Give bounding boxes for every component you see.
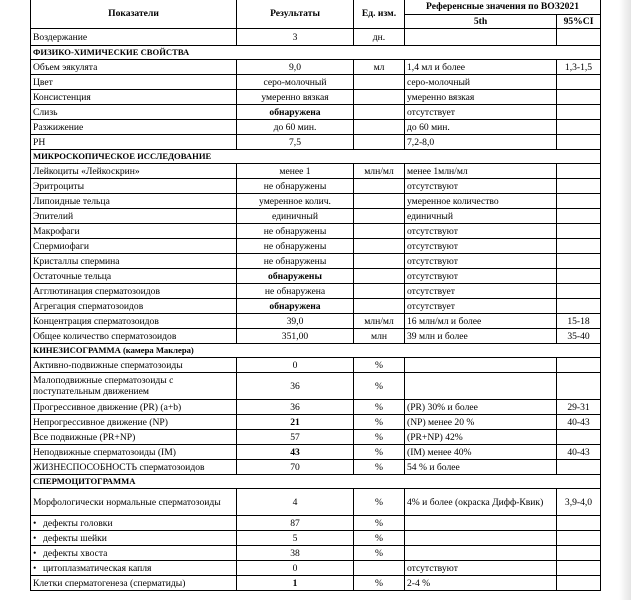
- unit-cell: %: [354, 489, 405, 516]
- result-cell: не обнаружены: [237, 224, 354, 239]
- result-cell: обнаружена: [237, 299, 354, 314]
- table-row: [31, 209, 601, 224]
- header-unit: Ед. изм.: [354, 0, 405, 29]
- unit-cell: %: [354, 373, 405, 400]
- indicator-cell: ЖИЗНЕСПОСОБНОСТЬ сперматозоидов: [31, 460, 237, 475]
- unit-cell: млн: [354, 329, 405, 344]
- ci-cell: [557, 546, 601, 561]
- indicator-cell: [31, 516, 237, 531]
- result-cell: серо-молочный: [237, 75, 354, 90]
- reference-cell: отсутствуют: [405, 254, 557, 269]
- indicator-cell: Непрогрессивное движение (NP): [31, 415, 237, 430]
- indicator-cell: Эпителий: [31, 209, 237, 224]
- header-ci: 95%CI: [557, 15, 601, 29]
- table-row: [31, 29, 601, 46]
- ci-cell: [557, 430, 601, 445]
- result-cell: 0: [237, 358, 354, 373]
- table-row: [31, 75, 601, 90]
- result-cell: 351,00: [237, 329, 354, 344]
- section-row: [31, 46, 601, 60]
- ci-cell: [557, 269, 601, 284]
- result-cell: менее 1: [237, 164, 354, 179]
- table-row: [31, 284, 601, 299]
- unit-cell: %: [354, 460, 405, 475]
- reference-cell: [405, 358, 557, 373]
- table-row: [31, 239, 601, 254]
- reference-cell: отсутствуют: [405, 179, 557, 194]
- unit-cell: [354, 254, 405, 269]
- result-cell: 4: [237, 489, 354, 516]
- table-row: [31, 60, 601, 75]
- ci-cell: 40-43: [557, 415, 601, 430]
- indicator-cell: Эритроциты: [31, 179, 237, 194]
- section-title: СПЕРМОЦИТОГРАММА: [31, 475, 601, 489]
- indicator-cell: Консистенция: [31, 90, 237, 105]
- indicator-cell: Спермиофаги: [31, 239, 237, 254]
- bullet-icon: •: [33, 547, 37, 559]
- ci-cell: [557, 194, 601, 209]
- indicator-cell: Прогрессивное движение (PR) (a+b): [31, 400, 237, 415]
- indicator-cell: Макрофаги: [31, 224, 237, 239]
- ci-cell: [557, 299, 601, 314]
- reference-cell: 1,4 мл и более: [405, 60, 557, 75]
- table-row: [31, 254, 601, 269]
- indicator-cell: Агглютинация сперматозоидов: [31, 284, 237, 299]
- section-row: [31, 475, 601, 489]
- result-cell: обнаружена: [237, 105, 354, 120]
- result-cell: умеренно вязкая: [237, 90, 354, 105]
- section-row: [31, 150, 601, 164]
- table-row: [31, 90, 601, 105]
- table-row: [31, 299, 601, 314]
- page-edge-shadow: [619, 0, 631, 600]
- result-cell: единичный: [237, 209, 354, 224]
- reference-cell: единичный: [405, 209, 557, 224]
- unit-cell: %: [354, 546, 405, 561]
- ci-cell: [557, 516, 601, 531]
- header-reference: Референсные значения по ВОЗ2021: [405, 0, 601, 15]
- ci-cell: [557, 179, 601, 194]
- ci-cell: 35-40: [557, 329, 601, 344]
- reference-cell: (IM) менее 40%: [405, 445, 557, 460]
- result-cell: 36: [237, 400, 354, 415]
- ci-cell: [557, 460, 601, 475]
- ci-cell: [557, 105, 601, 120]
- reference-cell: умеренное количество: [405, 194, 557, 209]
- reference-cell: серо-молочный: [405, 75, 557, 90]
- table-row: [31, 269, 601, 284]
- result-cell: до 60 мин.: [237, 120, 354, 135]
- indicator-cell: Разжижение: [31, 120, 237, 135]
- ci-cell: [557, 224, 601, 239]
- unit-cell: %: [354, 430, 405, 445]
- reference-cell: (PR) 30% и более: [405, 400, 557, 415]
- result-cell: 39,0: [237, 314, 354, 329]
- unit-cell: млн/мл: [354, 164, 405, 179]
- result-cell: 0: [237, 561, 354, 576]
- header-indicator: Показатели: [31, 0, 237, 29]
- reference-cell: отсутствуют: [405, 269, 557, 284]
- reference-cell: [405, 546, 557, 561]
- indicator-cell: Липоидные тельца: [31, 194, 237, 209]
- table-row: [31, 358, 601, 373]
- unit-cell: [354, 269, 405, 284]
- result-cell: 87: [237, 516, 354, 531]
- indicator-cell: Морфологически нормальные сперматозоиды: [31, 489, 237, 516]
- indicator-cell: [31, 546, 237, 561]
- indicator-cell: Объем эякулята: [31, 60, 237, 75]
- result-cell: 70: [237, 460, 354, 475]
- result-cell: 7,5: [237, 135, 354, 150]
- unit-cell: [354, 105, 405, 120]
- result-cell: умеренное колич.: [237, 194, 354, 209]
- indicator-cell: Агрегация сперматозоидов: [31, 299, 237, 314]
- ci-cell: 1,3-1,5: [557, 60, 601, 75]
- table-row: [31, 430, 601, 445]
- result-cell: обнаружены: [237, 269, 354, 284]
- reference-cell: отсутствует: [405, 284, 557, 299]
- reference-cell: отсутствует: [405, 299, 557, 314]
- table-row: [31, 576, 601, 591]
- analysis-report: [30, 0, 601, 591]
- table-row: [31, 329, 601, 344]
- indicator-label: дефекты хвоста: [43, 547, 108, 559]
- reference-cell: 16 млн/мл и более: [405, 314, 557, 329]
- table-row: [31, 105, 601, 120]
- section-row: [31, 344, 601, 358]
- ci-cell: 15-18: [557, 314, 601, 329]
- table-row: [31, 415, 601, 430]
- result-cell: не обнаружены: [237, 239, 354, 254]
- ci-cell: 3,9-4,0: [557, 489, 601, 516]
- unit-cell: [354, 209, 405, 224]
- reference-cell: [405, 531, 557, 546]
- table-body: [31, 29, 601, 591]
- indicator-label: цитоплазматическая капля: [43, 562, 152, 574]
- reference-cell: отсутствуют: [405, 239, 557, 254]
- ci-cell: [557, 576, 601, 591]
- result-cell: 5: [237, 531, 354, 546]
- table-row: [31, 546, 601, 561]
- table-row: [31, 460, 601, 475]
- ci-cell: 40-43: [557, 445, 601, 460]
- table-row: [31, 400, 601, 415]
- indicator-cell: Лейкоциты «Лейкоскрин»: [31, 164, 237, 179]
- reference-cell: умеренно вязкая: [405, 90, 557, 105]
- header-result: Результаты: [237, 0, 354, 29]
- reference-cell: 2-4 %: [405, 576, 557, 591]
- reference-cell: [405, 29, 557, 46]
- unit-cell: %: [354, 576, 405, 591]
- ci-cell: [557, 135, 601, 150]
- indicator-cell: Активно-подвижные сперматозоиды: [31, 358, 237, 373]
- ci-cell: [557, 120, 601, 135]
- table-row: [31, 179, 601, 194]
- bullet-icon: •: [33, 532, 37, 544]
- ci-cell: [557, 531, 601, 546]
- indicator-cell: Кристаллы спермина: [31, 254, 237, 269]
- table-row: [31, 164, 601, 179]
- table-row: [31, 489, 601, 516]
- result-cell: 3: [237, 29, 354, 46]
- reference-cell: менее 1млн/мл: [405, 164, 557, 179]
- spermogram-table: [30, 0, 601, 591]
- ci-cell: [557, 284, 601, 299]
- reference-cell: (NP) менее 20 %: [405, 415, 557, 430]
- result-cell: 9,0: [237, 60, 354, 75]
- table-row: [31, 314, 601, 329]
- unit-cell: [354, 299, 405, 314]
- unit-cell: %: [354, 445, 405, 460]
- bullet-icon: •: [33, 517, 37, 529]
- result-cell: 43: [237, 445, 354, 460]
- section-title: КИНЕЗИСОГРАММА (камера Маклера): [31, 344, 601, 358]
- unit-cell: дн.: [354, 29, 405, 46]
- unit-cell: [354, 120, 405, 135]
- section-title: ФИЗИКО-ХИМИЧЕСКИЕ СВОЙСТВА: [31, 46, 601, 60]
- indicator-cell: [31, 561, 237, 576]
- indicator-cell: PH: [31, 135, 237, 150]
- result-cell: 57: [237, 430, 354, 445]
- ci-cell: [557, 239, 601, 254]
- indicator-cell: Все подвижные (PR+NP): [31, 430, 237, 445]
- indicator-cell: Клетки сперматогенеза (сперматиды): [31, 576, 237, 591]
- indicator-cell: Цвет: [31, 75, 237, 90]
- table-row: [31, 516, 601, 531]
- indicator-cell: Малоподвижные сперматозоиды с поступательным движением: [31, 373, 237, 400]
- ci-cell: [557, 209, 601, 224]
- reference-cell: 54 % и более: [405, 460, 557, 475]
- indicator-cell: Концентрация сперматозоидов: [31, 314, 237, 329]
- table-row: [31, 224, 601, 239]
- reference-cell: отсутствует: [405, 105, 557, 120]
- unit-cell: [354, 75, 405, 90]
- result-cell: 21: [237, 415, 354, 430]
- result-cell: 1: [237, 576, 354, 591]
- unit-cell: [354, 179, 405, 194]
- unit-cell: [354, 561, 405, 576]
- indicator-cell: Слизь: [31, 105, 237, 120]
- table-row: [31, 194, 601, 209]
- unit-cell: [354, 135, 405, 150]
- reference-cell: [405, 516, 557, 531]
- result-cell: не обнаружены: [237, 179, 354, 194]
- ci-cell: [557, 561, 601, 576]
- reference-cell: отсутствуют: [405, 561, 557, 576]
- result-cell: не обнаружены: [237, 254, 354, 269]
- reference-cell: отсутствуют: [405, 224, 557, 239]
- ci-cell: [557, 90, 601, 105]
- ci-cell: [557, 358, 601, 373]
- unit-cell: [354, 224, 405, 239]
- section-title: МИКРОСКОПИЧЕСКОЕ ИССЛЕДОВАНИЕ: [31, 150, 601, 164]
- table-row: [31, 445, 601, 460]
- indicator-cell: Остаточные тельца: [31, 269, 237, 284]
- bullet-icon: •: [33, 562, 37, 574]
- ci-cell: [557, 29, 601, 46]
- ci-cell: [557, 164, 601, 179]
- table-row: [31, 135, 601, 150]
- indicator-cell: Воздержание: [31, 29, 237, 46]
- unit-cell: %: [354, 415, 405, 430]
- indicator-cell: Неподвижные сперматозоиды (IM): [31, 445, 237, 460]
- header-5th: 5th: [405, 15, 557, 29]
- unit-cell: млн/мл: [354, 314, 405, 329]
- indicator-cell: [31, 531, 237, 546]
- unit-cell: [354, 239, 405, 254]
- unit-cell: [354, 90, 405, 105]
- reference-cell: до 60 мин.: [405, 120, 557, 135]
- table-row: [31, 531, 601, 546]
- reference-cell: [405, 373, 557, 400]
- ci-cell: [557, 373, 601, 400]
- reference-cell: 7,2-8,0: [405, 135, 557, 150]
- unit-cell: %: [354, 358, 405, 373]
- reference-cell: 39 млн и более: [405, 329, 557, 344]
- result-cell: 36: [237, 373, 354, 400]
- ci-cell: [557, 254, 601, 269]
- table-row: [31, 373, 601, 400]
- unit-cell: мл: [354, 60, 405, 75]
- table-row: [31, 120, 601, 135]
- reference-cell: 4% и более (окраска Дифф-Квик): [405, 489, 557, 516]
- result-cell: не обнаружена: [237, 284, 354, 299]
- unit-cell: [354, 284, 405, 299]
- ci-cell: [557, 75, 601, 90]
- reference-cell: (PR+NP) 42%: [405, 430, 557, 445]
- unit-cell: %: [354, 531, 405, 546]
- unit-cell: %: [354, 516, 405, 531]
- result-cell: 38: [237, 546, 354, 561]
- ci-cell: 29-31: [557, 400, 601, 415]
- table-row: [31, 561, 601, 576]
- unit-cell: %: [354, 400, 405, 415]
- indicator-cell: Общее количество сперматозоидов: [31, 329, 237, 344]
- indicator-label: дефекты головки: [43, 517, 113, 529]
- unit-cell: [354, 194, 405, 209]
- indicator-label: дефекты шейки: [43, 532, 107, 544]
